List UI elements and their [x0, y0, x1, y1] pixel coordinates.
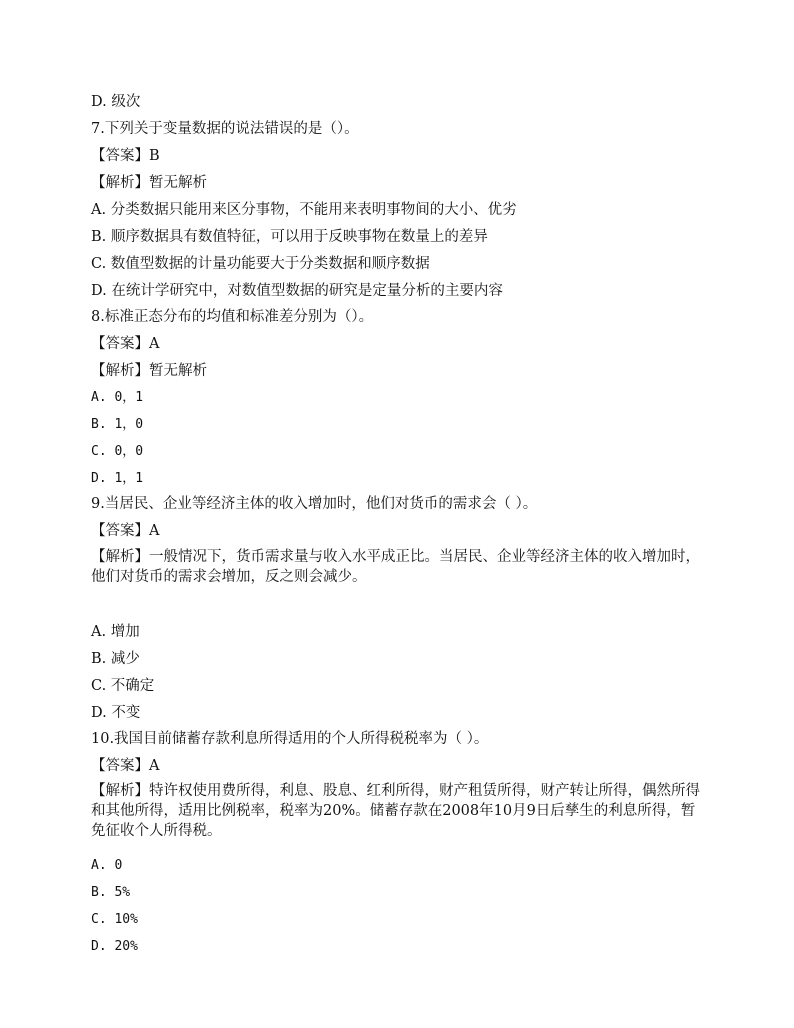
q7-answer: 【答案】B [91, 148, 160, 164]
q8-option-b: B. 1，0 [91, 417, 144, 432]
q9-option-a: A. 增加 [91, 624, 140, 640]
q10-option-c: C. 10% [91, 912, 138, 927]
q8-question: 8.标准正态分布的均值和标准差分别为（）。 [91, 309, 374, 325]
q10-option-a: A. 0 [91, 858, 123, 873]
q10-analysis: 【解析】特许权使用费所得，利息、股息、红利所得，财产租赁所得，财产转让所得，偶然所得和其他所得，适用比例税率，税率为20%。储蓄存款在2008年10月9日后孳生的利息所得，暂免征收个人所得税。 [91, 783, 700, 839]
q9-answer: 【答案】A [91, 523, 160, 539]
q6-option-d: D. 级次 [91, 94, 141, 110]
q7-option-a: A. 分类数据只能用来区分事物，不能用来表明事物间的大小、优劣 [91, 202, 517, 218]
q7-option-c: C. 数值型数据的计量功能要大于分类数据和顺序数据 [91, 256, 430, 272]
q9-option-c: C. 不确定 [91, 678, 155, 694]
q7-option-d: D. 在统计学研究中，对数值型数据的研究是定量分析的主要内容 [91, 283, 503, 299]
q9-option-b: B. 减少 [91, 651, 140, 667]
q10-question: 10.我国目前储蓄存款利息所得适用的个人所得税税率为（ ）。 [91, 731, 489, 747]
q8-analysis: 【解析】暂无解析 [91, 363, 207, 379]
q9-question: 9.当居民、企业等经济主体的收入增加时，他们对货币的需求会（ ）。 [91, 496, 538, 512]
q8-option-d: D. 1，1 [91, 471, 144, 486]
q9-option-d: D. 不变 [91, 705, 141, 721]
q8-option-a: A. 0，1 [91, 390, 144, 405]
q8-answer: 【答案】A [91, 336, 160, 352]
q7-option-b: B. 顺序数据具有数值特征，可以用于反映事物在数量上的差异 [91, 229, 488, 245]
q10-option-d: D. 20% [91, 939, 138, 954]
q10-option-b: B. 5% [91, 885, 131, 900]
q8-option-c: C. 0，0 [91, 444, 144, 459]
q7-analysis: 【解析】暂无解析 [91, 175, 207, 191]
q9-analysis: 【解析】一般情况下，货币需求量与收入水平成正比。当居民、企业等经济主体的收入增加时，他们对货币的需求会增加，反之则会减少。 [91, 549, 700, 585]
q7-question: 7.下列关于变量数据的说法错误的是（）。 [91, 121, 359, 137]
q10-answer: 【答案】A [91, 758, 160, 774]
